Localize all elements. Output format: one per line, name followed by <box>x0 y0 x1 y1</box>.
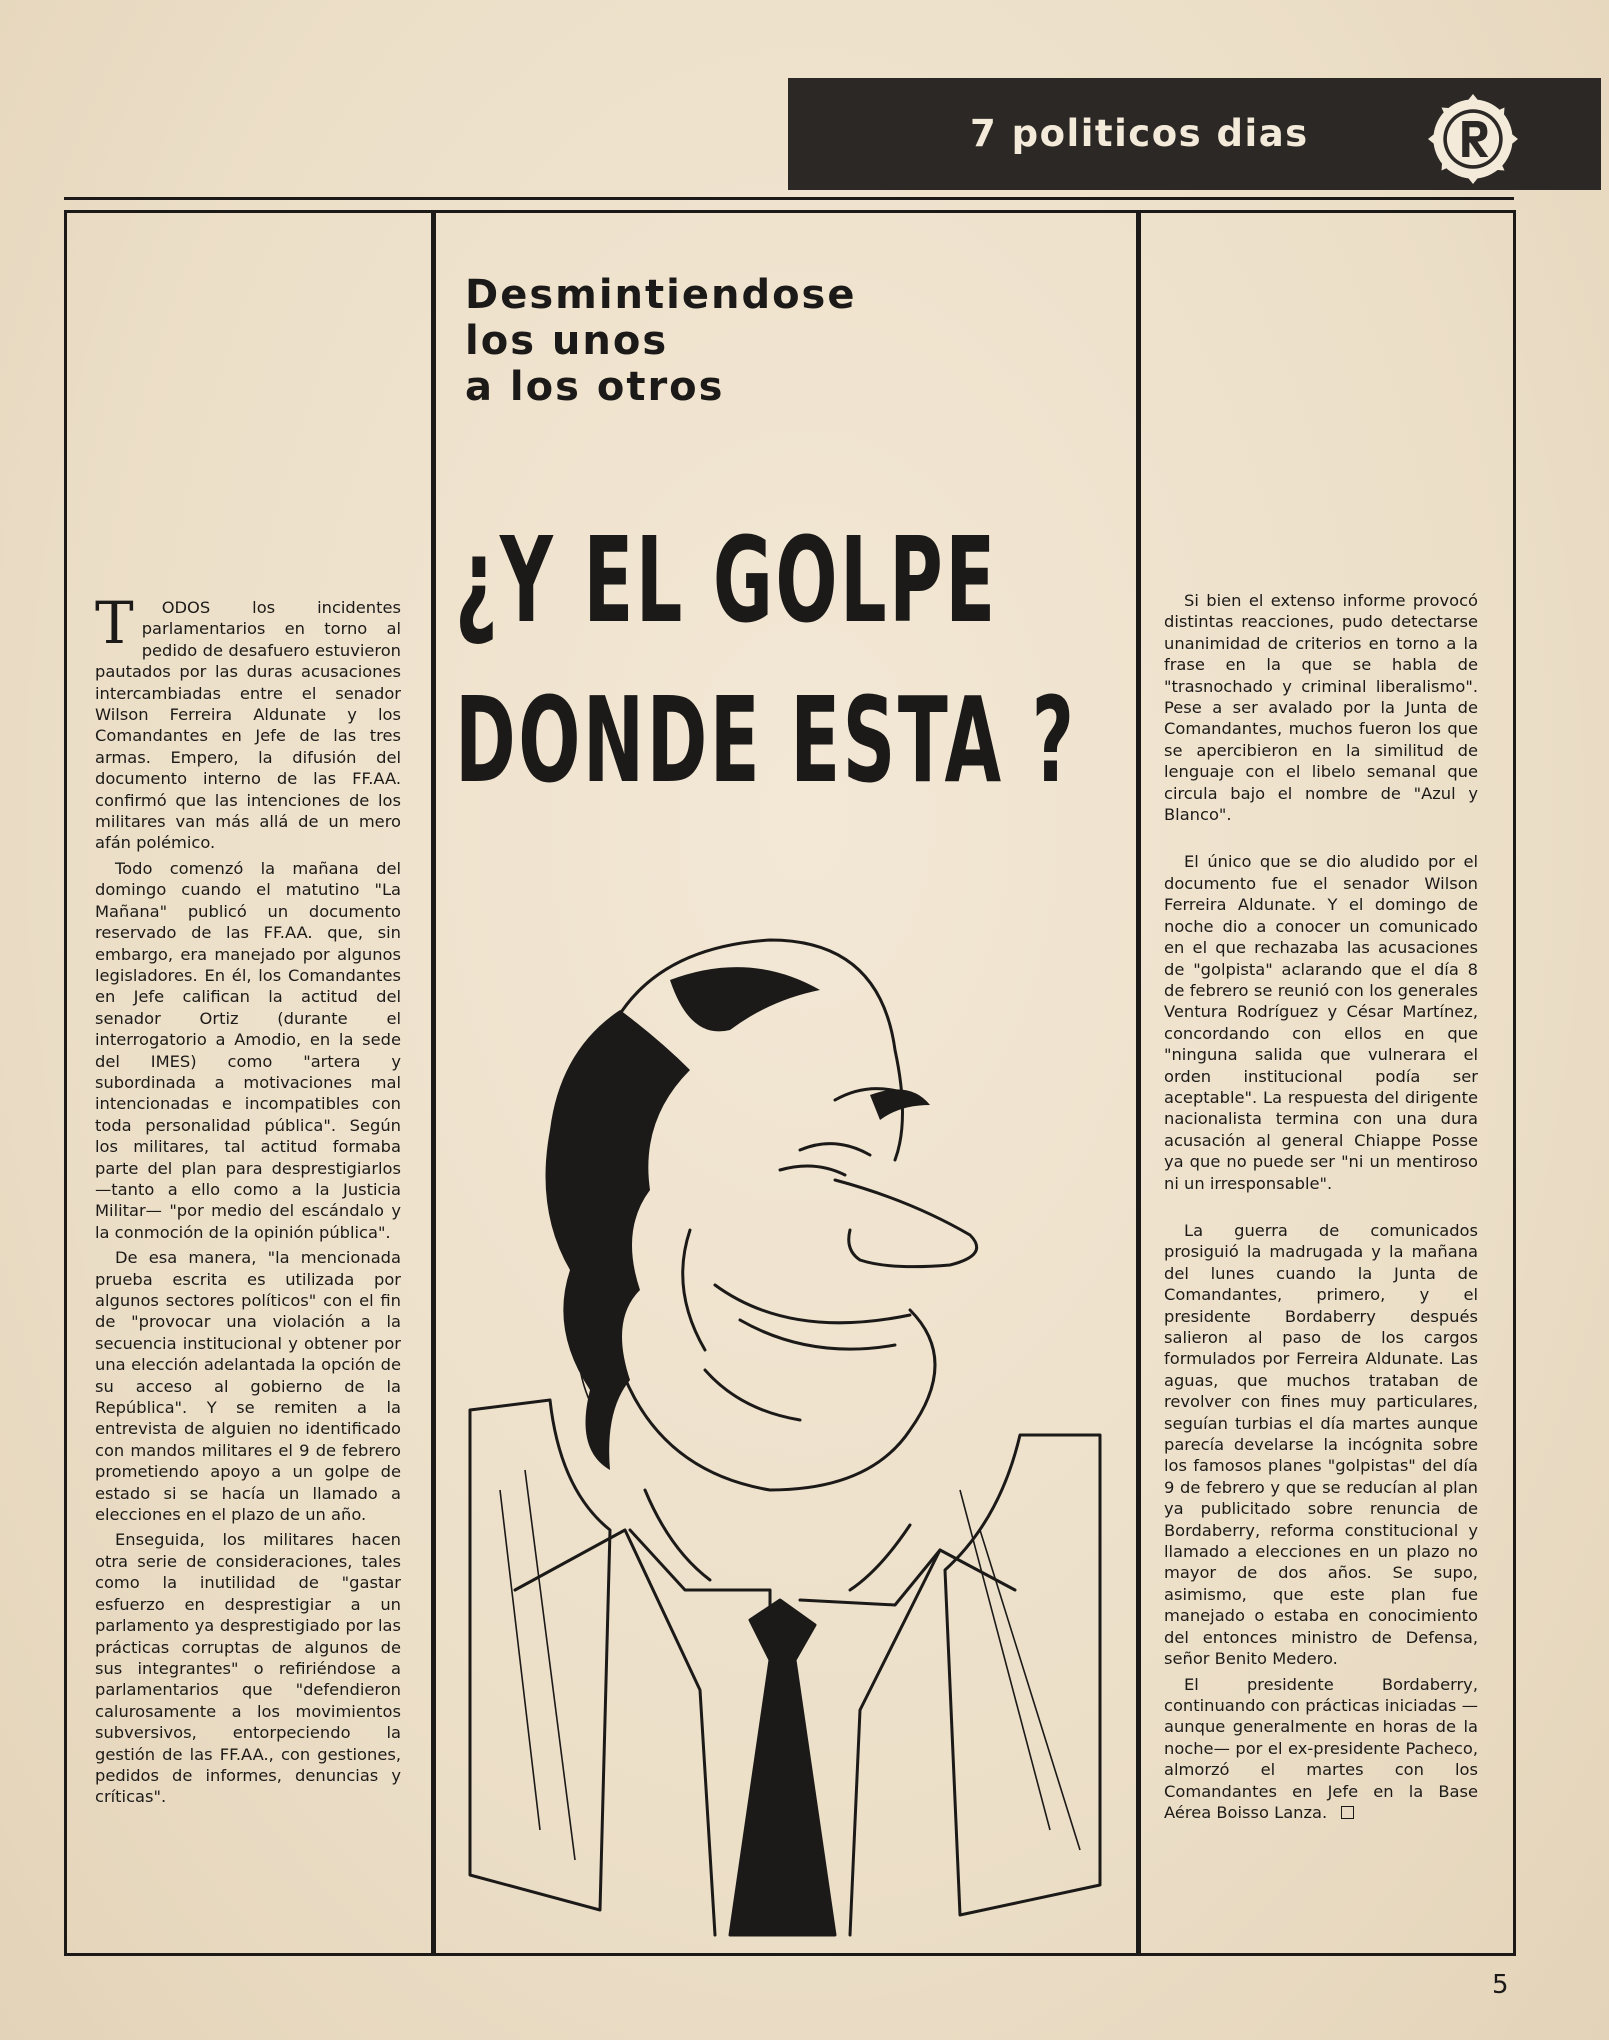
page-number: 5 <box>1492 1970 1509 2000</box>
kicker-line: Desmintiendose <box>465 272 857 318</box>
top-rule <box>64 197 1514 200</box>
article-kicker <box>465 272 1065 410</box>
article-paragraph: La guerra de comunicados prosiguió la madrugada y la mañana del lunes cuando la Junta de Comandantes, primero, y el presidente Bordaberry después salieron al paso de los cargos formulados por Ferreira Aldunate. Las aguas, que muchos trataban de revolver con fines muy particulares, seguían turbias el día martes aunque parecía develarse la incógnita sobre los famosos planes "golpistas" del día 9 de febrero y que se reducían al plan ya publicitado sobre renuncia de Bordaberry, reforma constitucional y llamado a elecciones en un plazo no mayor de dos años. Se supo, asimismo, que este plan fue manejado o estaba en conocimiento del entonces ministro de Defensa, señor Benito Medero. <box>1164 1220 1478 1669</box>
caricature-portrait-icon <box>440 930 1130 1942</box>
end-of-article-icon <box>1341 1806 1354 1819</box>
right-article-column <box>1164 590 1478 1823</box>
article-paragraph: El presidente Bordaberry, continuando con prácticas iniciadas —aunque generalmente en horas de la noche— por el ex-presidente Pacheco, almorzó el martes con los Comandantes en Jefe en la Base Aérea Boisso Lanza. <box>1164 1674 1478 1822</box>
circular-saw-R-logo-icon <box>1428 94 1518 184</box>
article-paragraph: Todo comenzó la mañana del domingo cuando el matutino "La Mañana" publicó un documento reservado de las FF.AA. que, sin embargo, era manejado por algunos legisladores. En él, los Comandantes en Jefe califican la actitud del senador Ortiz (durante el interrogatorio a Amodio, en la sede del IMES) como "artera y subordinada a motivaciones mal intencionadas e incompatibles con toda personalidad pública". Según los militares, tal actitud formaba parte del plan para desprestigiarlos —tanto a ello como a la Justicia Militar— "por medio del escándalo y la conmoción de la opinión pública". <box>95 858 401 1242</box>
article-paragraph: De esa manera, "la mencionada prueba escrita es utilizada por algunos sectores políticos" con el fin de "provocar una violación a la secuencia institucional y obtener por una elección adelantada la opción de su acceso al gobierno de la República". Y se remiten a la entrevista de alguien no identificado con mandos militares el 9 de febrero prometiendo apoyo a un golpe de estado si se hacía un llamado a elecciones en el plazo de un año. <box>95 1248 401 1525</box>
drop-cap: T <box>95 589 134 657</box>
headline-line: ¿Y EL GOLPE <box>455 511 998 649</box>
left-article-column <box>95 589 401 1808</box>
section-title: 7 politicos dias <box>970 112 1309 155</box>
article-paragraph: Si bien el extenso informe provocó distintas reacciones, pudo detectarse unanimidad de criterios en torno a la frase en la que se habla de "trasnochado y criminal liberalismo". Pese a ser avalado por la Junta de Comandantes, muchos fueron los que se apercibieron en la similitud de lenguaje con el libelo semanal que circula bajo el nombre de "Azul y Blanco". <box>1164 591 1478 825</box>
headline-line: DONDE ESTA ? <box>455 671 1077 809</box>
article-paragraph: Enseguida, los militares hacen otra serie de consideraciones, tales como la inutilidad de "gastar esfuerzo en desprestigiar a un parlamento ya desprestigiado por las prácticas corruptas de algunos de sus integrantes" o refiriéndose a parlamentarios que "defendieron calurosamente a los movimientos subversivos, entorpeciendo la gestión de las FF.AA., con gestiones, pedidos de informes, denuncias y críticas". <box>95 1530 401 1807</box>
kicker-line: los unos <box>465 318 669 364</box>
section-banner <box>788 78 1601 190</box>
kicker-line: a los otros <box>465 364 725 410</box>
article-headline <box>455 500 1077 820</box>
article-paragraph: El único que se dio aludido por el documento fue el senador Wilson Ferreira Aldunate. Y el domingo de noche dio a conocer un comunicado en el que rechazaba las acusaciones de "golpista" aclarando que el día 8 de febrero se reunió con los generales Ventura Rodríguez y César Martínez, concordando con ellos en que "ninguna salida que vulnerara el orden institucional podía ser aceptable". La respuesta del dirigente nacionalista termina con una dura acusación al general Chiappe Posse ya que no puede ser "ni un mentiroso ni un irresponsable". <box>1164 852 1478 1193</box>
article-paragraph: T ODOS los incidentes parlamentarios en torno al pedido de desafuero estuvieron pautados por las duras acusaciones intercambiadas entre el senador Wilson Ferreira Aldunate y los Comandantes en Jefe de las tres armas. Empero, la difusión del documento interno de las FF.AA. confirmó que las intenciones de los militares van más allá de un mero afán polémico. <box>95 597 401 854</box>
